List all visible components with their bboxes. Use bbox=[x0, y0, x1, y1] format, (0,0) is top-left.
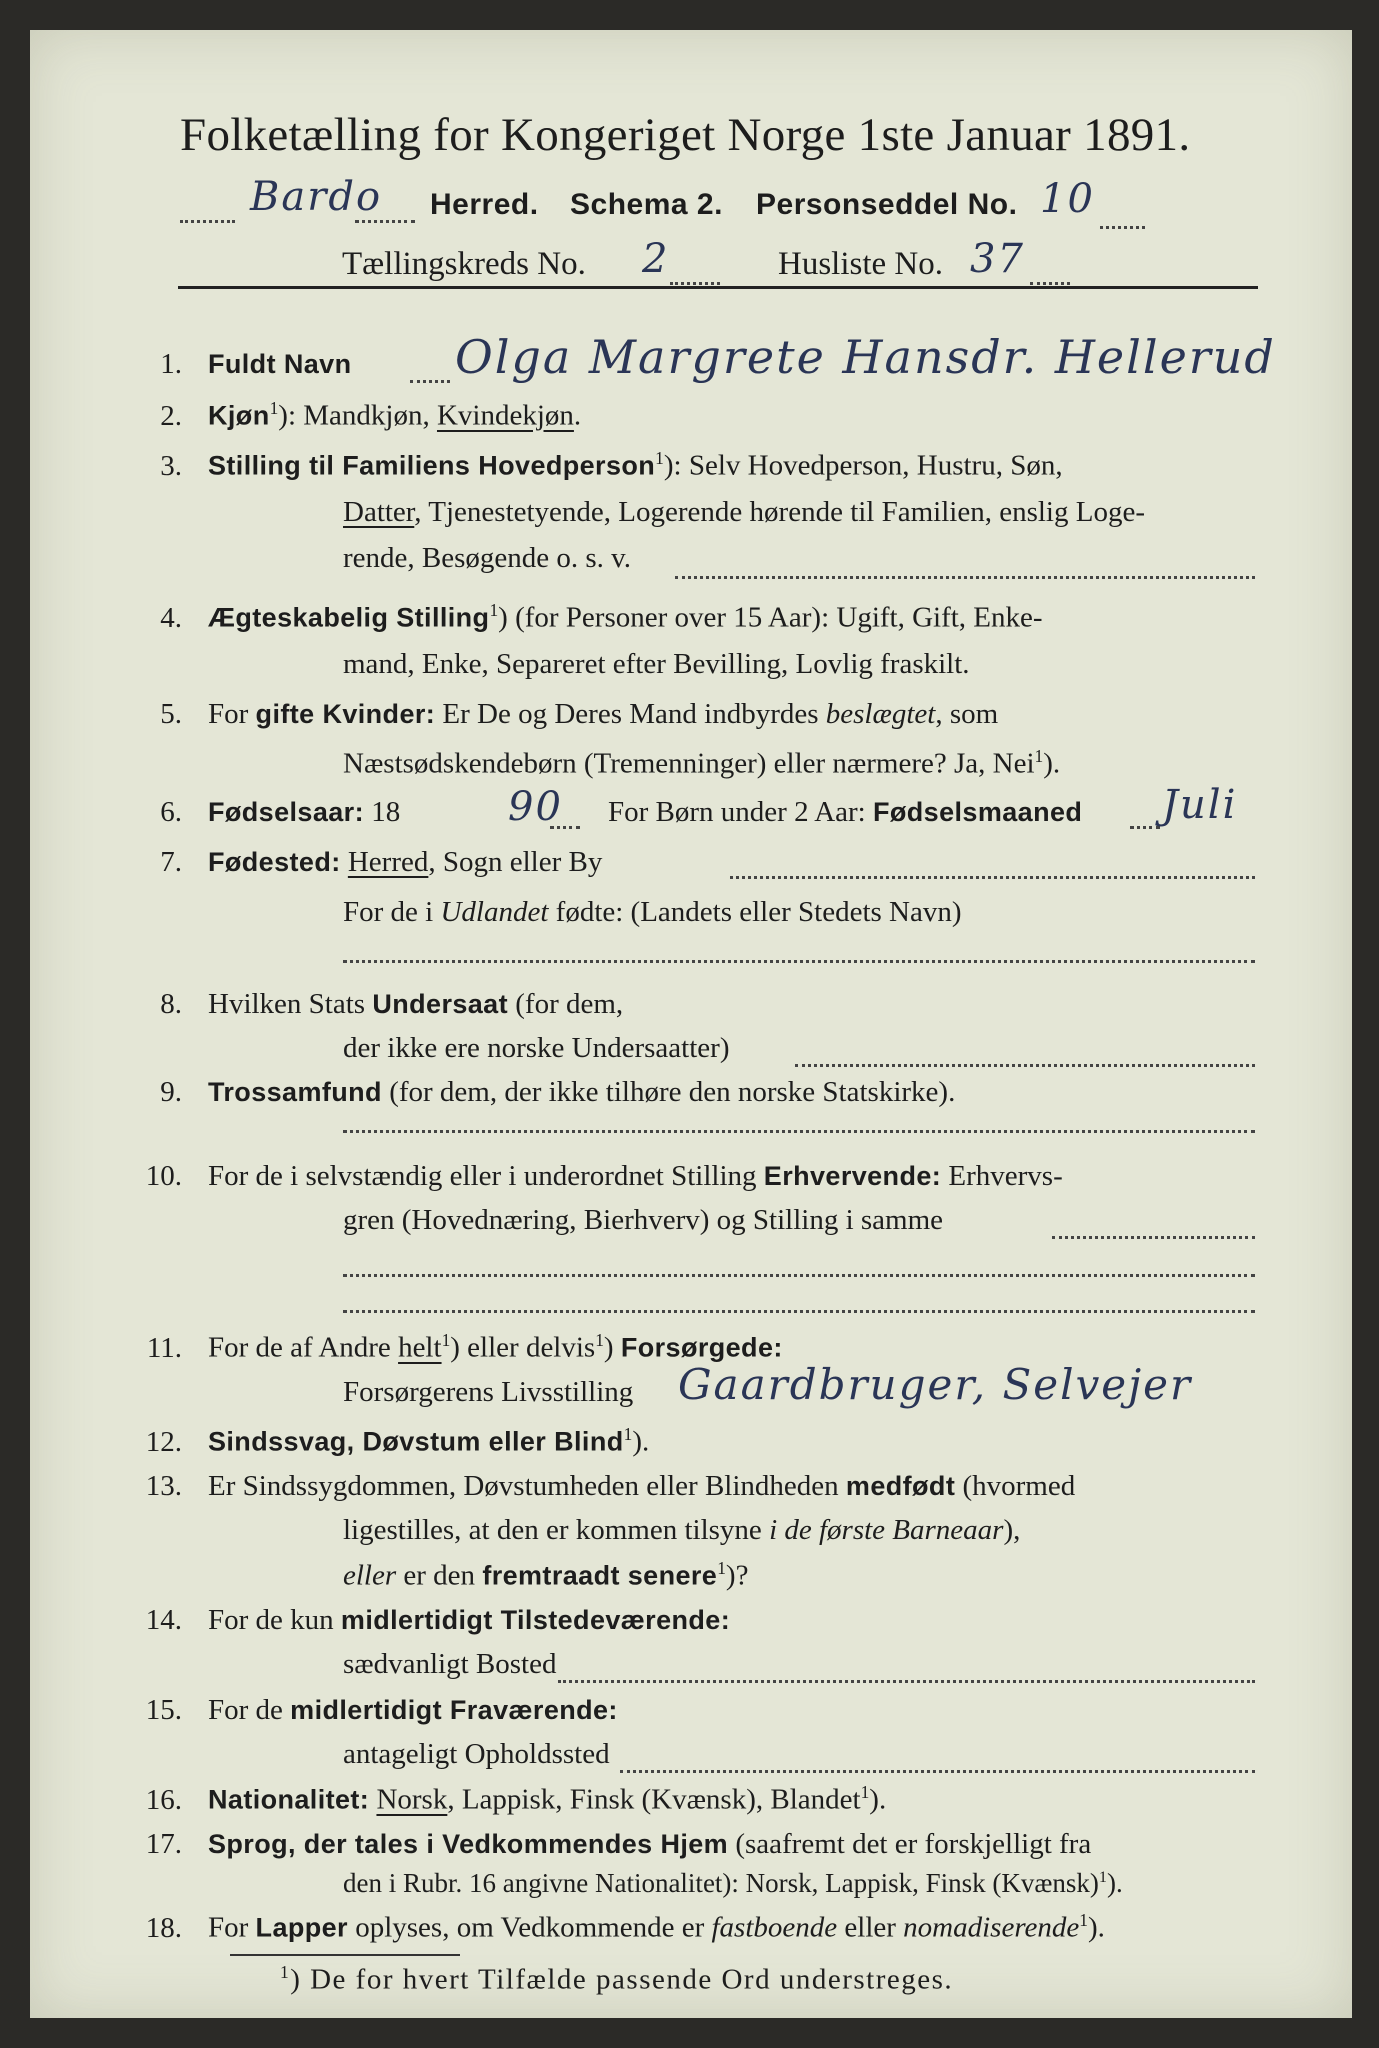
q12-footnote-mark: 1 bbox=[623, 1424, 633, 1444]
q3-line2 bbox=[343, 496, 1145, 529]
q13-line2-end: ), bbox=[1003, 1514, 1021, 1546]
q12-row bbox=[120, 1424, 649, 1459]
q13-footnote-mark: 1 bbox=[717, 1558, 726, 1578]
q1-answer: Olga Margrete Hansdr. Hellerud bbox=[455, 330, 1276, 384]
census-form-sheet bbox=[30, 30, 1352, 2018]
q13-line3-mid: er den bbox=[403, 1559, 476, 1592]
q11-answer: Gaardbruger, Selvejer bbox=[678, 1360, 1193, 1409]
q7-line2-pre: For de i bbox=[343, 896, 434, 928]
q18-row bbox=[120, 1910, 1105, 1945]
q15-pre: For de bbox=[208, 1694, 283, 1726]
herred-label: Herred. bbox=[430, 188, 539, 221]
herred-value: Bardo bbox=[250, 174, 383, 220]
q1-row bbox=[120, 348, 352, 381]
q13-line1-end: (hvormed bbox=[962, 1470, 1076, 1502]
q15-line2: antageligt Opholdssted bbox=[343, 1738, 610, 1770]
q6-year-value: 90 bbox=[508, 784, 563, 830]
q18-pre: For bbox=[208, 1911, 249, 1944]
q7-line2-italic: Udlandet bbox=[440, 896, 549, 928]
footnote-text: ) De for hvert Tilfælde passende Ord understreges. bbox=[290, 1963, 954, 1996]
q7-line2-rest: fødte: (Landets eller Stedets Navn) bbox=[555, 896, 962, 928]
q10-number: 10. bbox=[145, 1160, 182, 1192]
q18-end: ). bbox=[1088, 1911, 1105, 1944]
q18-footnote-mark: 1 bbox=[1079, 1910, 1088, 1930]
q11-pre: For de af Andre bbox=[208, 1331, 391, 1364]
q16-footnote-mark: 1 bbox=[860, 1782, 870, 1802]
q3-line3: rende, Besøgende o. s. v. bbox=[343, 542, 632, 574]
q4-number: 4. bbox=[160, 601, 182, 634]
herred-line bbox=[180, 174, 383, 224]
q18-number: 18. bbox=[145, 1911, 182, 1944]
q8-pre: Hvilken Stats bbox=[208, 988, 366, 1020]
q16-number: 16. bbox=[145, 1783, 182, 1816]
q5-number: 5. bbox=[160, 698, 182, 730]
q7-number: 7. bbox=[160, 846, 182, 878]
q13-line3-italic: eller bbox=[343, 1559, 397, 1592]
q10-rest: Erhvervs- bbox=[948, 1160, 1063, 1192]
q16-label: Nationalitet: bbox=[208, 1784, 370, 1815]
q14-label: midlertidigt Tilstedeværende: bbox=[340, 1605, 731, 1635]
q17-label: Sprog, der tales i Vedkommendes Hjem bbox=[208, 1829, 729, 1859]
q12-label: Sindssvag, Døvstum eller Blind bbox=[208, 1426, 624, 1457]
q10-line2: gren (Hovednæring, Bierhverv) og Stilling i samme bbox=[343, 1204, 944, 1236]
q5-line2 bbox=[343, 746, 1060, 781]
q17-footnote-mark: 1 bbox=[1098, 1868, 1108, 1886]
q6-mid-text: For Børn under 2 Aar: bbox=[608, 796, 866, 828]
q11-footnote-mark-2: 1 bbox=[595, 1330, 604, 1350]
q7-row bbox=[120, 846, 602, 879]
q13-line3-end: )? bbox=[725, 1559, 749, 1592]
q9-label: Trossamfund bbox=[208, 1077, 382, 1107]
q2-row bbox=[120, 398, 581, 433]
q7-line2 bbox=[343, 896, 962, 929]
q18-rest: oplyses, om Vedkommende er bbox=[355, 1911, 705, 1944]
q9-row bbox=[120, 1076, 955, 1109]
husliste-label: Husliste No. bbox=[778, 246, 943, 282]
kreds-value: 2 bbox=[642, 236, 670, 282]
q15-label: midlertidigt Fraværende: bbox=[290, 1695, 618, 1725]
q8-line2: der ikke ere norske Undersaatter) bbox=[343, 1032, 730, 1064]
husliste-value: 37 bbox=[970, 236, 1025, 282]
q2-options: ): Mandkjøn, bbox=[278, 399, 430, 432]
q5-line2-text: Næstsødskendebørn (Tremenninger) eller nærmere? Ja, Nei bbox=[343, 747, 1035, 780]
q13-line3 bbox=[343, 1558, 748, 1593]
footnote-mark: 1 bbox=[280, 1962, 291, 1982]
q1-number: 1. bbox=[160, 348, 182, 380]
q8-label: Undersaat bbox=[372, 989, 508, 1019]
q2-selected-option: Kvindekjøn bbox=[436, 399, 574, 432]
q17-end: ). bbox=[1107, 1868, 1123, 1898]
q13-line2-text: ligestilles, at den er kommen tilsyne bbox=[343, 1514, 762, 1546]
q6-month-value: Juli bbox=[1162, 782, 1238, 828]
q16-selected-option: Norsk bbox=[376, 1783, 448, 1816]
q3-selected-option: Datter bbox=[343, 496, 415, 528]
q5-line2-end: ). bbox=[1043, 747, 1061, 780]
q11-number: 11. bbox=[146, 1331, 182, 1364]
q11-mid-2: ) bbox=[603, 1331, 614, 1364]
q10-pre: For de i selvstændig eller i underordnet Stilling bbox=[208, 1160, 757, 1192]
q12-end: ). bbox=[632, 1425, 650, 1458]
schema-label: Schema 2. bbox=[570, 188, 723, 221]
q4-line1: ) (for Personer over 15 Aar): Ugift, Gift, Enke- bbox=[498, 601, 1043, 634]
q15-number: 15. bbox=[145, 1694, 182, 1726]
personseddel-label: Personseddel No. bbox=[756, 188, 1018, 221]
q13-number: 13. bbox=[145, 1470, 182, 1502]
q3-row bbox=[120, 448, 1063, 483]
header-rule bbox=[178, 286, 1258, 289]
personseddel-value: 10 bbox=[1040, 176, 1095, 222]
q2-footnote-mark: 1 bbox=[269, 398, 279, 418]
q16-end: ). bbox=[869, 1783, 887, 1816]
q6-month-label: Fødselsmaaned bbox=[873, 797, 1083, 827]
q4-line2: mand, Enke, Separeret efter Bevilling, Lovlig fraskilt. bbox=[343, 648, 970, 680]
q11-selected-option: helt bbox=[398, 1331, 442, 1364]
kreds-label: Tællingskreds No. bbox=[342, 246, 586, 282]
q5-line1-italic: beslægtet bbox=[825, 698, 936, 730]
q4-row bbox=[120, 600, 1043, 635]
q5-pre: For bbox=[208, 698, 249, 730]
q6-label: Fødselsaar: bbox=[208, 797, 364, 827]
q1-label: Fuldt Navn bbox=[208, 349, 352, 379]
q4-footnote-mark: 1 bbox=[489, 600, 499, 620]
q17-line2-text: den i Rubr. 16 angivne Nationalitet): Norsk, Lappisk, Finsk (Kvænsk) bbox=[343, 1868, 1099, 1898]
q3-label: Stilling til Familiens Hovedperson bbox=[208, 450, 656, 481]
q18-italic-1: fastboende bbox=[711, 1911, 838, 1944]
q17-rest: (saafremt det er forskjelligt fra bbox=[735, 1828, 1092, 1860]
q2-end: . bbox=[573, 399, 582, 432]
q13-row bbox=[120, 1470, 1075, 1503]
footnote-rule bbox=[230, 1954, 460, 1956]
q2-number: 2. bbox=[160, 399, 182, 432]
q11-mid: ) eller delvis bbox=[450, 1331, 596, 1364]
q13-label: medfødt bbox=[845, 1471, 956, 1501]
q14-pre: For de kun bbox=[208, 1604, 334, 1636]
q17-number: 17. bbox=[145, 1828, 182, 1860]
q11-label: Forsørgede: bbox=[620, 1332, 783, 1363]
footnote bbox=[280, 1962, 953, 1997]
q6-year-prefix: 18 bbox=[371, 796, 401, 828]
q5-footnote-mark: 1 bbox=[1034, 746, 1044, 766]
q5-row bbox=[120, 698, 998, 731]
q6-row bbox=[120, 796, 400, 829]
q14-number: 14. bbox=[145, 1604, 182, 1636]
q9-rest: (for dem, der ikke tilhøre den norske Statskirke). bbox=[389, 1076, 956, 1108]
q3-footnote-mark: 1 bbox=[655, 448, 664, 468]
q17-line2 bbox=[343, 1868, 1123, 1899]
q4-label: Ægteskabelig Stilling bbox=[208, 602, 490, 633]
q13-line1: Er Sindssygdommen, Døvstumheden eller Blindheden bbox=[208, 1470, 839, 1502]
q13-line2 bbox=[343, 1514, 1020, 1547]
q16-row bbox=[120, 1782, 886, 1817]
q13-label2: fremtraadt senere bbox=[482, 1560, 718, 1591]
q6-number: 6. bbox=[160, 796, 182, 828]
q12-number: 12. bbox=[145, 1425, 182, 1458]
q16-rest: , Lappisk, Finsk (Kvænsk), Blandet bbox=[447, 1783, 861, 1816]
q5-line1: Er De og Deres Mand indbyrdes bbox=[442, 698, 819, 730]
q11-line2: Forsørgerens Livsstilling bbox=[343, 1376, 634, 1408]
q13-line2-italic: i de første Barneaar bbox=[769, 1514, 1004, 1546]
q9-number: 9. bbox=[160, 1076, 182, 1108]
q8-row bbox=[120, 988, 623, 1021]
q18-label: Lapper bbox=[255, 1912, 348, 1943]
q10-label: Erhvervende: bbox=[763, 1161, 942, 1191]
q15-row bbox=[120, 1694, 618, 1727]
q10-row bbox=[120, 1160, 1063, 1193]
q7-rest: , Sogn eller By bbox=[428, 846, 603, 878]
q8-rest: (for dem, bbox=[515, 988, 624, 1020]
form-title: Folketælling for Kongeriget Norge 1ste Januar 1891. bbox=[180, 109, 1191, 161]
q6-mid bbox=[608, 796, 1082, 829]
q3-line2-text: , Tjenestetyende, Logerende hørende til Familien, enslig Loge- bbox=[414, 496, 1145, 528]
q2-label: Kjøn bbox=[208, 400, 270, 431]
q14-row bbox=[120, 1604, 730, 1637]
q7-label: Fødested: bbox=[208, 847, 341, 877]
q14-line2: sædvanligt Bosted bbox=[343, 1648, 557, 1680]
q18-mid: eller bbox=[844, 1911, 896, 1944]
q5-label: gifte Kvinder: bbox=[255, 699, 436, 729]
q3-number: 3. bbox=[160, 449, 182, 482]
q7-selected-option: Herred bbox=[347, 846, 429, 878]
q11-footnote-mark: 1 bbox=[441, 1330, 451, 1350]
q18-italic-2: nomadiserende bbox=[903, 1911, 1080, 1944]
q5-line1-end: , som bbox=[935, 698, 999, 730]
q3-line1: ): Selv Hovedperson, Hustru, Søn, bbox=[663, 449, 1063, 482]
q17-row bbox=[120, 1828, 1091, 1861]
q8-number: 8. bbox=[160, 988, 182, 1020]
